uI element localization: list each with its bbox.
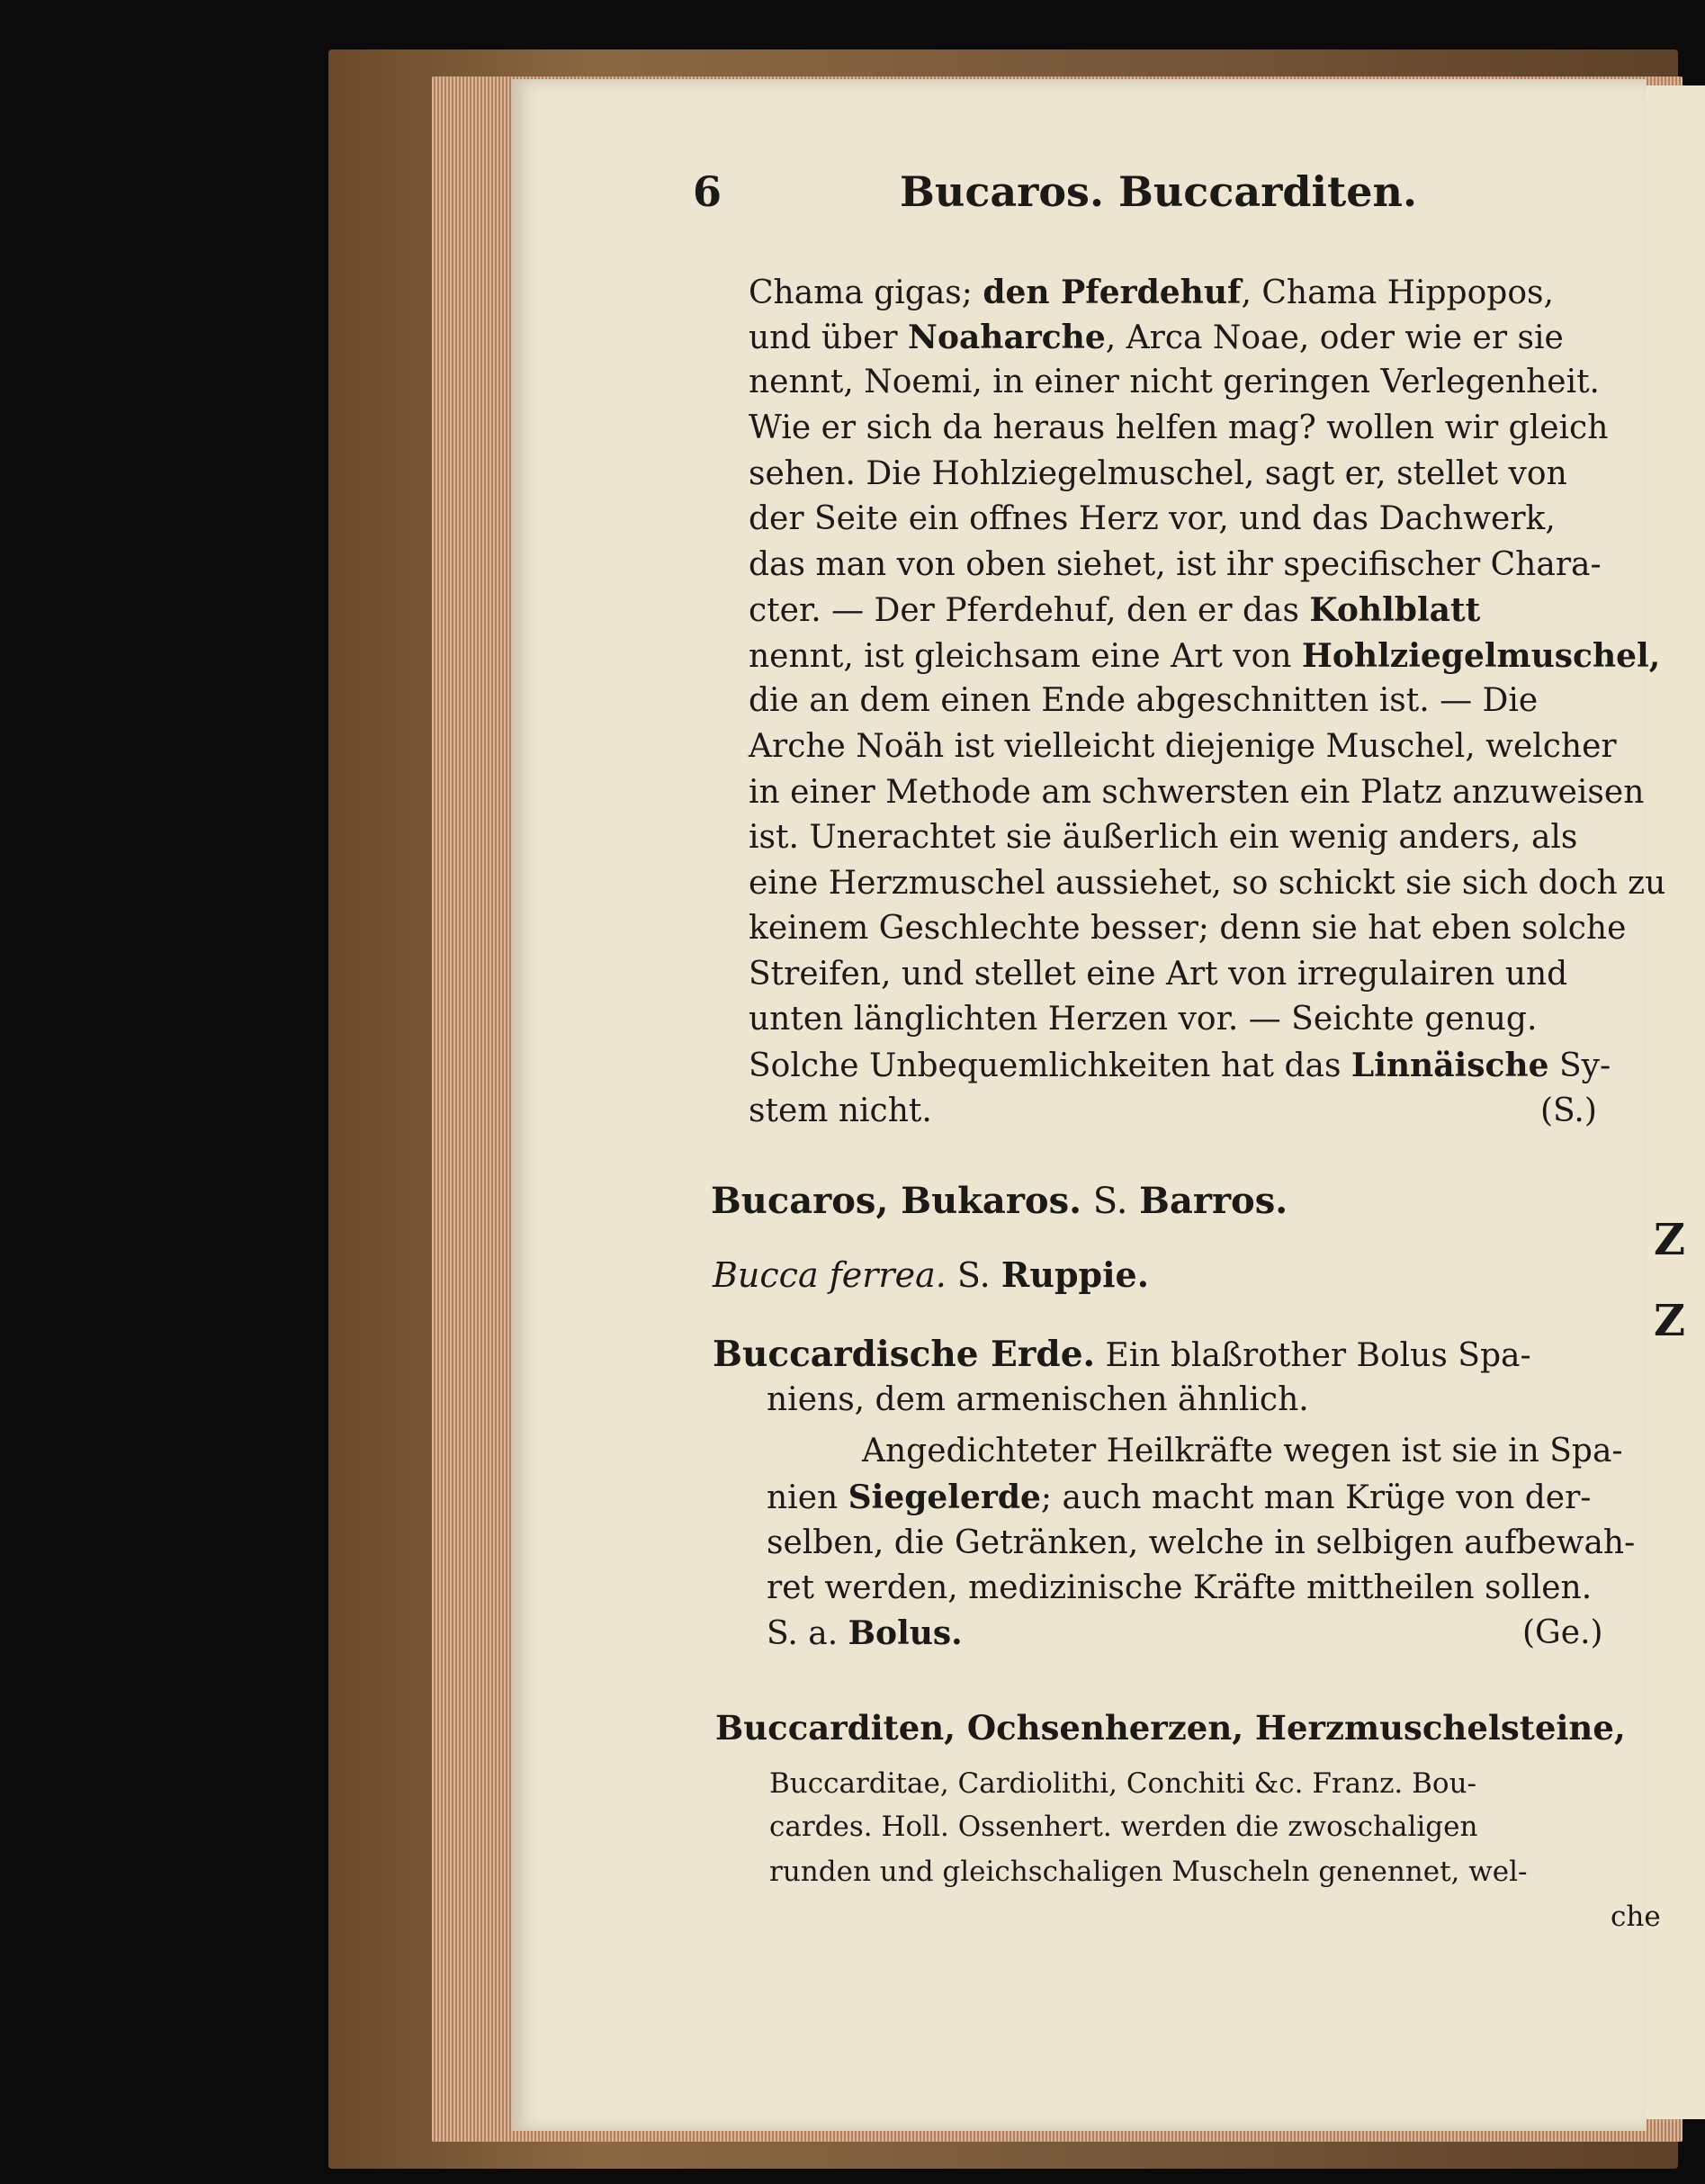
- text-line: S. a. Bolus.: [767, 1614, 963, 1652]
- facing-page-edge: [1647, 85, 1705, 2119]
- author-signature: (S.): [1540, 1092, 1597, 1129]
- text-line: keinem Geschlechte besser; denn sie hat eben solche: [749, 910, 1627, 947]
- text-line: sehen. Die Hohlziegelmuschel, sagt er, stellet von: [749, 455, 1567, 492]
- text-line: Streifen, und stellet eine Art von irregulairen und: [749, 956, 1568, 993]
- text-line: eine Herzmuschel aussiehet, so schickt sie sich doch zu: [749, 865, 1666, 902]
- text-line: Angedichteter Heilkräfte wegen ist sie in Spa-: [862, 1433, 1623, 1469]
- entry-first-line: Buccarditen, Ochsenherzen, Herzmuschelsteine,: [715, 1708, 1626, 1748]
- text-line: nennt, Noemi, in einer nicht geringen Verlegenheit.: [749, 364, 1601, 400]
- page-number: 6: [693, 167, 722, 216]
- text-line: Solche Unbequemlichkeiten hat das Linnäische Sy-: [749, 1047, 1611, 1084]
- text-line: niens, dem armenischen ähnlich.: [767, 1381, 1309, 1418]
- text-line: selben, die Getränken, welche in selbigen aufbewah-: [767, 1524, 1636, 1561]
- entry-bucaros: Bucaros, Bukaros. S. Barros.: [711, 1180, 1288, 1222]
- entry-first-line: Buccardische Erde. Ein blaßrother Bolus Spa-: [713, 1334, 1531, 1375]
- text-line: das man von oben siehet, ist ihr specifischer Chara-: [749, 546, 1602, 583]
- text-line: cter. — Der Pferdehuf, den er das Kohlblatt: [749, 591, 1481, 629]
- text-line: stem nicht.: [749, 1092, 932, 1129]
- text-line: Wie er sich da heraus helfen mag? wollen wir gleich: [749, 409, 1609, 446]
- text-line: nien Siegelerde; auch macht man Krüge von der-: [767, 1478, 1592, 1516]
- entry-bucca-ferrea: Bucca ferrea. S. Ruppie.: [713, 1254, 1149, 1295]
- author-signature: (Ge.): [1522, 1614, 1603, 1651]
- text-line: Arche Noäh ist vielleicht diejenige Muschel, welcher: [749, 728, 1617, 765]
- facing-page-glyph: Z: [1654, 1296, 1686, 1346]
- text-line: runden und gleichschaligen Muscheln genennet, wel-: [769, 1856, 1528, 1888]
- text-line: der Seite ein offnes Herz vor, und das Dachwerk,: [749, 500, 1556, 537]
- text-line: die an dem einen Ende abgeschnitten ist. — Die: [749, 682, 1539, 719]
- text-line: Buccarditae, Cardiolithi, Conchiti &c. Franz. Bou-: [769, 1767, 1477, 1800]
- catchword: che: [1611, 1901, 1661, 1933]
- text-line: ret werden, medizinische Kräfte mittheilen sollen.: [767, 1569, 1593, 1606]
- text-line: ist. Unerachtet sie äußerlich ein wenig anders, als: [749, 819, 1578, 856]
- text-line: unten länglichten Herzen vor. — Seichte genug.: [749, 1001, 1538, 1038]
- text-line: und über Noaharche, Arca Noae, oder wie er sie: [749, 319, 1564, 356]
- text-line: in einer Methode am schwersten ein Platz anzuweisen: [749, 774, 1645, 811]
- text-line: cardes. Holl. Ossenhert. werden die zwoschaligen: [769, 1811, 1478, 1843]
- text-line: nennt, ist gleichsam eine Art von Hohlziegelmuschel,: [749, 637, 1661, 675]
- facing-page-glyph: Z: [1654, 1215, 1686, 1265]
- text-line: Chama gigas; den Pferdehuf, Chama Hippopos,: [749, 274, 1554, 311]
- running-head: Bucaros. Buccarditen.: [900, 167, 1417, 216]
